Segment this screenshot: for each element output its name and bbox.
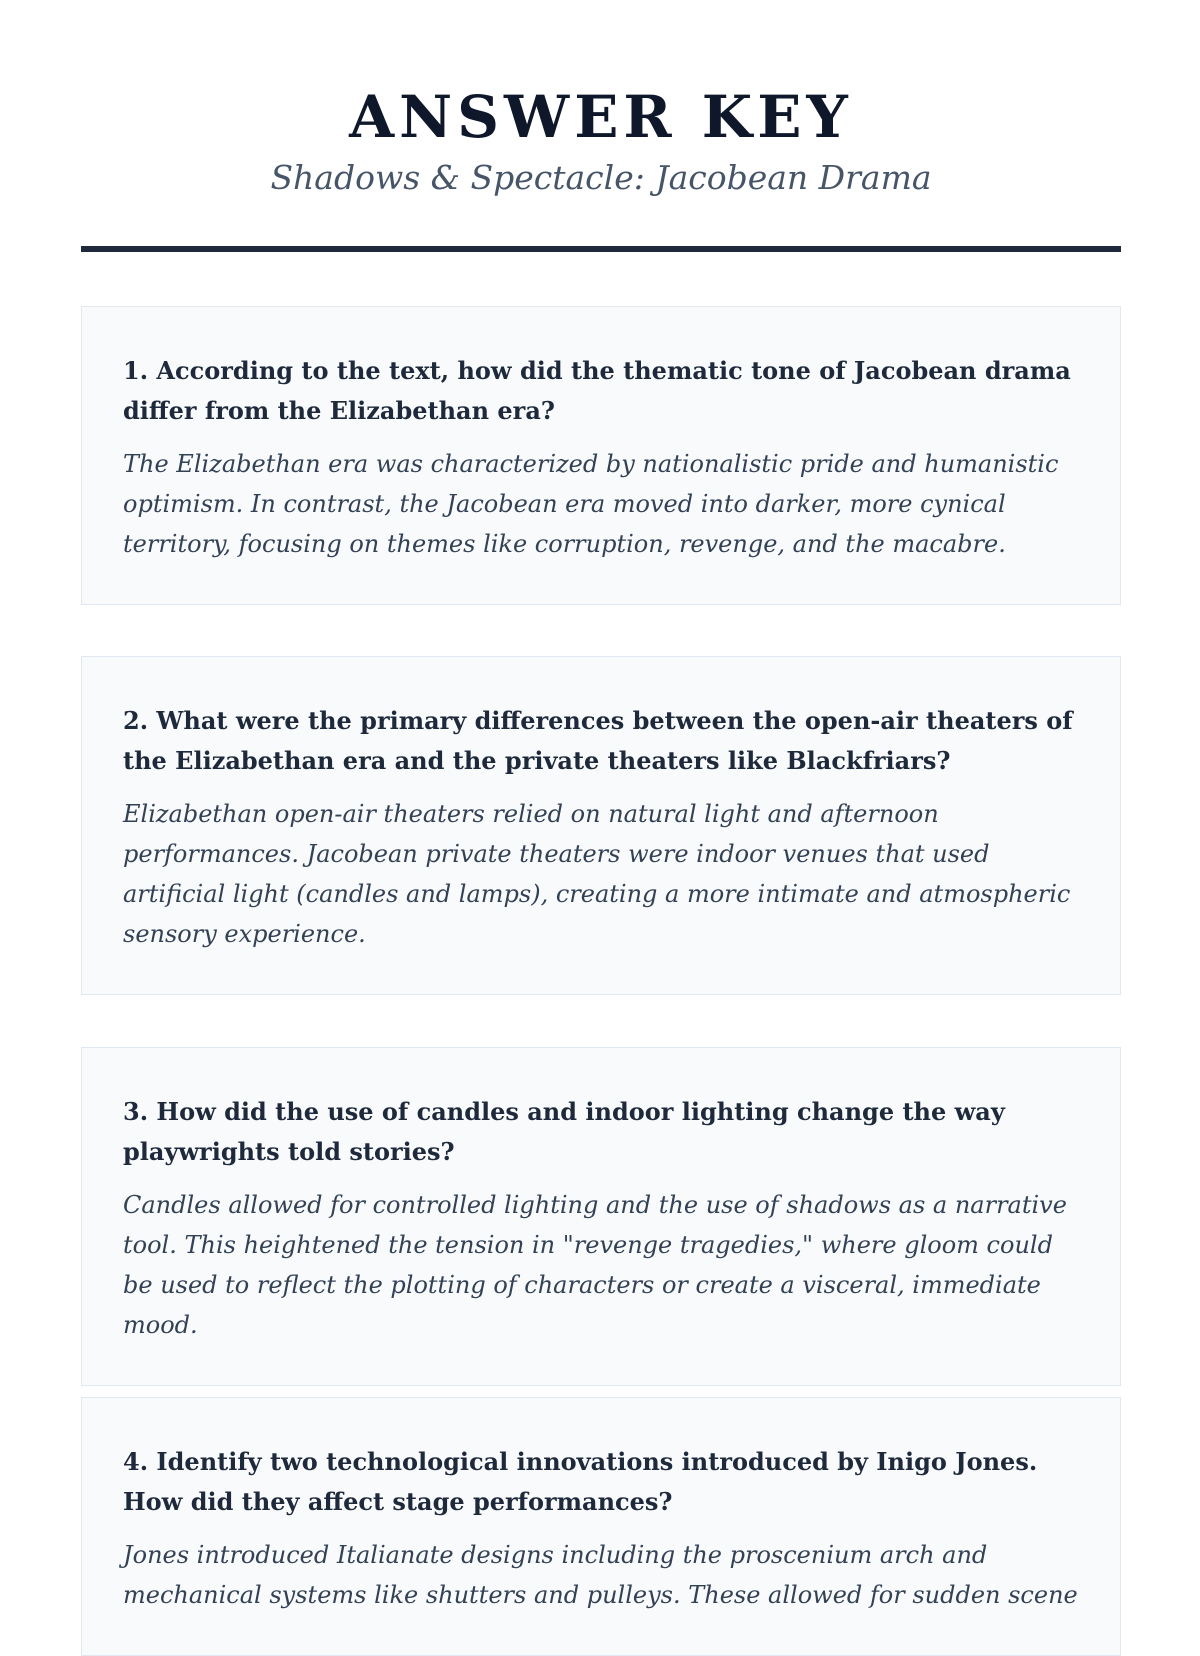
question-number: 2. <box>123 706 149 735</box>
answer-text: Elizabethan open-air theaters relied on natural light and afternoon performances. Jacobean private theaters were indoor venues that used artificial light (candles and lamps), creating a more intimate and atmospheric sensory experience. <box>123 800 1071 948</box>
question-text <box>123 1092 1080 1172</box>
page-subtitle: Shadows & Spectacle: Jacobean Drama <box>270 158 932 197</box>
header-divider <box>81 246 1121 252</box>
answer-text: Jones introduced Italianate designs including the proscenium arch and mechanical systems like shutters and pulleys. These allowed for sudden scene <box>123 1541 1078 1609</box>
question-number: 3. <box>123 1097 149 1126</box>
answer-text: The Elizabethan era was characterized by nationalistic pride and humanistic optimism. In contrast, the Jacobean era moved into darker, more cynical territory, focusing on themes like corruption, revenge, and the macabre. <box>123 450 1059 558</box>
question-number: 1. <box>123 356 149 385</box>
question-prompt: How did the use of candles and indoor lighting change the way playwrights told stories? <box>123 1097 1005 1166</box>
header <box>81 0 1121 200</box>
question-number: 4. <box>123 1447 149 1476</box>
question-text <box>123 701 1080 781</box>
question-text <box>123 351 1080 431</box>
question-card-2 <box>81 656 1121 995</box>
question-card-4 <box>81 1397 1121 1656</box>
answer-text: Candles allowed for controlled lighting and the use of shadows as a narrative tool. This heightened the tension in "revenge tragedies," where gloom could be used to reflect the plotting of characters or create a visceral, immediate mood. <box>123 1191 1067 1339</box>
question-prompt: According to the text, how did the thematic tone of Jacobean drama differ from the Elizabethan era? <box>123 356 1071 425</box>
question-prompt: What were the primary differences between the open-air theaters of the Elizabethan era and the private theaters like Blackfriars? <box>123 706 1073 775</box>
question-card-3 <box>81 1047 1121 1386</box>
page-title: ANSWER KEY <box>349 83 853 151</box>
question-prompt: Identify two technological innovations introduced by Inigo Jones. How did they affect stage performances? <box>123 1447 1038 1516</box>
question-card-1 <box>81 306 1121 605</box>
answer-key-page <box>81 0 1121 1609</box>
question-text <box>123 1442 1080 1522</box>
